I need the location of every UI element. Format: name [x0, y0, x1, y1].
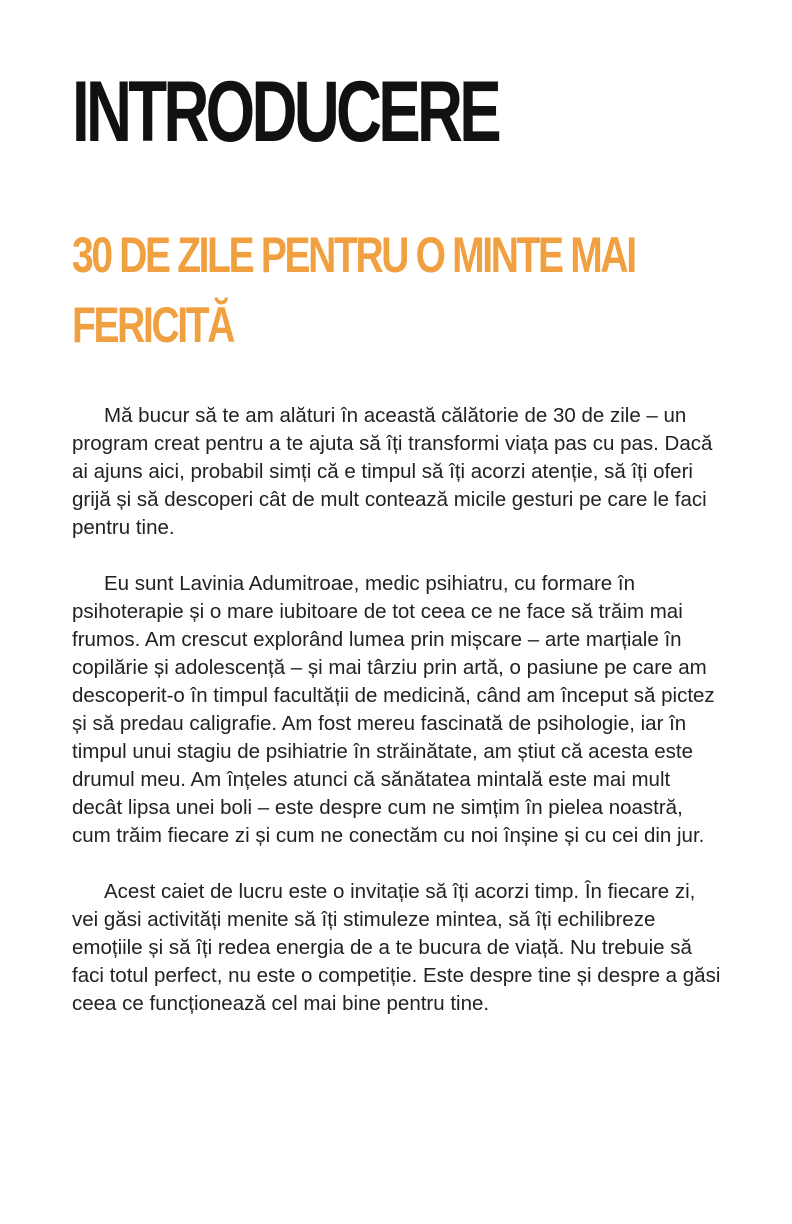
- section-subtitle: [72, 220, 635, 360]
- paragraph-author: Eu sunt Lavinia Adumitroae, medic psihiatru, cu formare în psihoterapie și o mare iubitoare de tot ceea ce ne face să trăim mai frumos. Am crescut explorând lumea prin mișcare – arte marțiale în copilărie și adolescență – și mai târziu prin artă, o pasiune pe care am descoperit-o în timpul facultății de medicină, când am început să pictez și să predau caligrafie. Am fost mereu fascinată de psihologie, iar în timpul unui stagiu de psihiatrie în străinătate, am știut că acesta este drumul meu. Am înțeles atunci că sănătatea mintală este mai mult decât lipsa unei boli – este despre cum ne simțim în pielea noastră, cum trăim fiecare zi și cum ne conectăm cu noi înșine și cu cei din jur.: [72, 572, 715, 847]
- page-title: INTRODUCERE: [72, 64, 499, 160]
- subtitle-line-1: 30 DE ZILE PENTRU O MINTE MAI: [72, 227, 635, 283]
- subtitle-line-2: FERICITĂ: [72, 297, 234, 353]
- body-text: [72, 402, 722, 1046]
- paragraph-workbook: Acest caiet de lucru este o invitație să îți acorzi timp. În fiecare zi, vei găsi activități menite să îți stimuleze mintea, să îți echilibreze emoțiile și să îți redea energia de a te bucura de viață. Nu trebuie să faci totul perfect, nu este o competiție. Este despre tine și despre a găsi ceea ce funcționează cel mai bine pentru tine.: [72, 880, 721, 1015]
- paragraph-intro: Mă bucur să te am alături în această călătorie de 30 de zile – un program creat pentru a te ajuta să îți transformi viața pas cu pas. Dacă ai ajuns aici, probabil simți că e timpul să îți acorzi atenție, să îți oferi grijă și să descoperi cât de mult contează micile gesturi pe care le faci pentru tine.: [72, 404, 713, 539]
